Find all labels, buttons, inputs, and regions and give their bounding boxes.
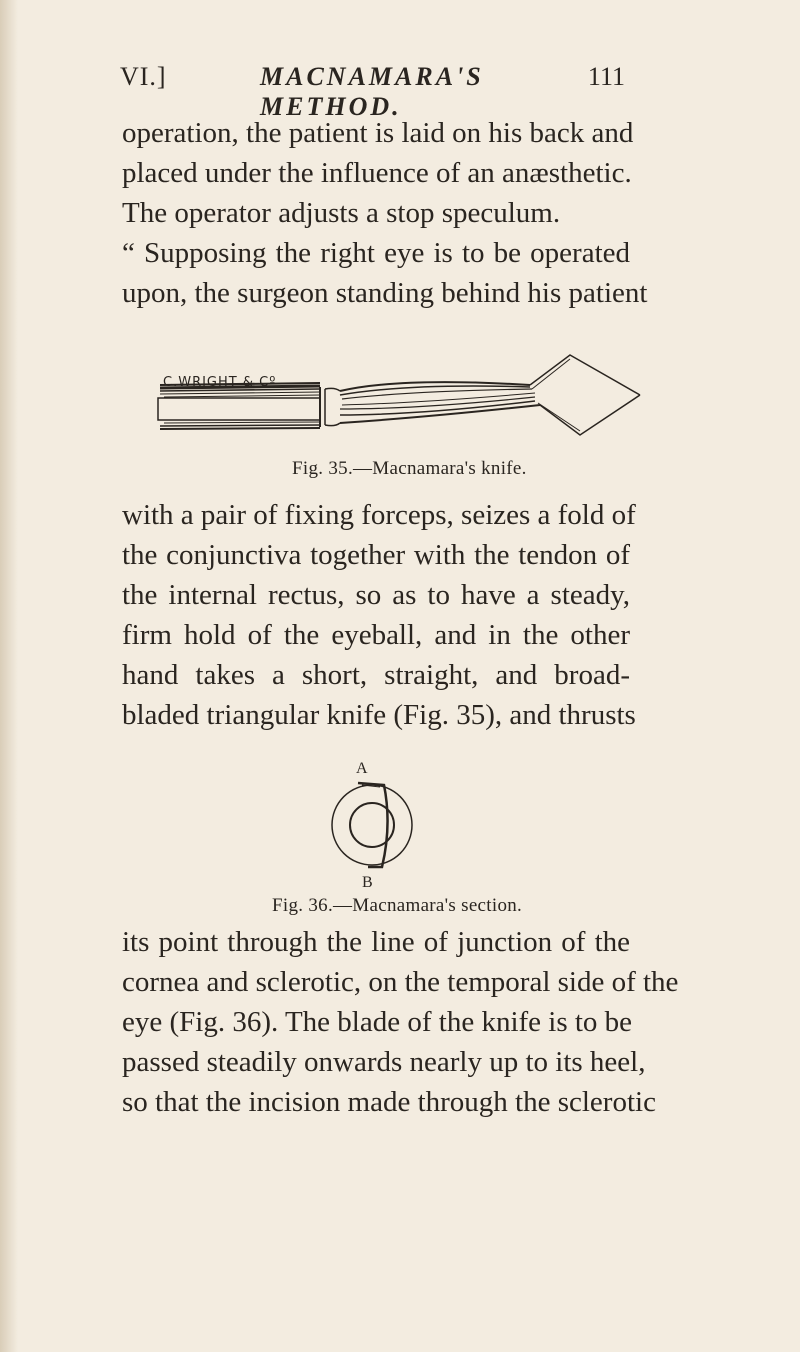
section-label-a: A <box>356 760 368 777</box>
running-title: MACNAMARA'S METHOD. <box>260 62 484 121</box>
text-line: bladed triangular knife (Fig. 35), and thrusts <box>122 699 636 731</box>
text-line: operation, the patient is laid on his back and <box>122 117 634 149</box>
page-number: 111 <box>587 62 625 91</box>
paragraph-3 <box>122 922 679 1122</box>
text-line: firm hold of the eyeball, and in the other <box>122 619 630 651</box>
text-line: the internal rectus, so as to have a steady, <box>122 579 630 611</box>
page-edge-shadow <box>0 0 18 1352</box>
text-line: passed steadily onwards nearly up to its heel, <box>122 1046 646 1078</box>
paragraph-1 <box>122 113 648 313</box>
text-line: hand takes a short, straight, and broad- <box>122 659 630 691</box>
chapter-number: VI.] <box>120 62 167 91</box>
figure-36-caption: Fig. 36.—Macnamara's section. <box>272 895 523 916</box>
text-line: “ Supposing the right eye is to be operated <box>122 237 630 269</box>
paragraph-2 <box>122 495 636 735</box>
text-line: cornea and sclerotic, on the temporal side of the <box>122 966 679 998</box>
text-line: with a pair of fixing forceps, seizes a fold of <box>122 499 636 531</box>
text-line: placed under the influence of an anæsthetic. <box>122 157 632 189</box>
figure-35-caption: Fig. 35.—Macnamara's knife. <box>292 458 527 479</box>
text-line: upon, the surgeon standing behind his patient <box>122 277 648 309</box>
text-line: its point through the line of junction of the <box>122 926 630 958</box>
section-label-b: B <box>362 874 373 891</box>
running-header <box>120 62 625 121</box>
knife-illustration <box>150 325 710 460</box>
figure-36-section <box>330 755 440 895</box>
eye-section-illustration <box>330 755 440 895</box>
text-line: The operator adjusts a stop speculum. <box>122 197 561 229</box>
figure-35-knife <box>150 325 710 460</box>
text-line: so that the incision made through the sclerotic <box>122 1086 656 1118</box>
text-line: the conjunctiva together with the tendon of <box>122 539 630 571</box>
text-line: eye (Fig. 36). The blade of the knife is to be <box>122 1006 633 1038</box>
engraver-mark: C.WRIGHT & Cº <box>163 375 277 390</box>
